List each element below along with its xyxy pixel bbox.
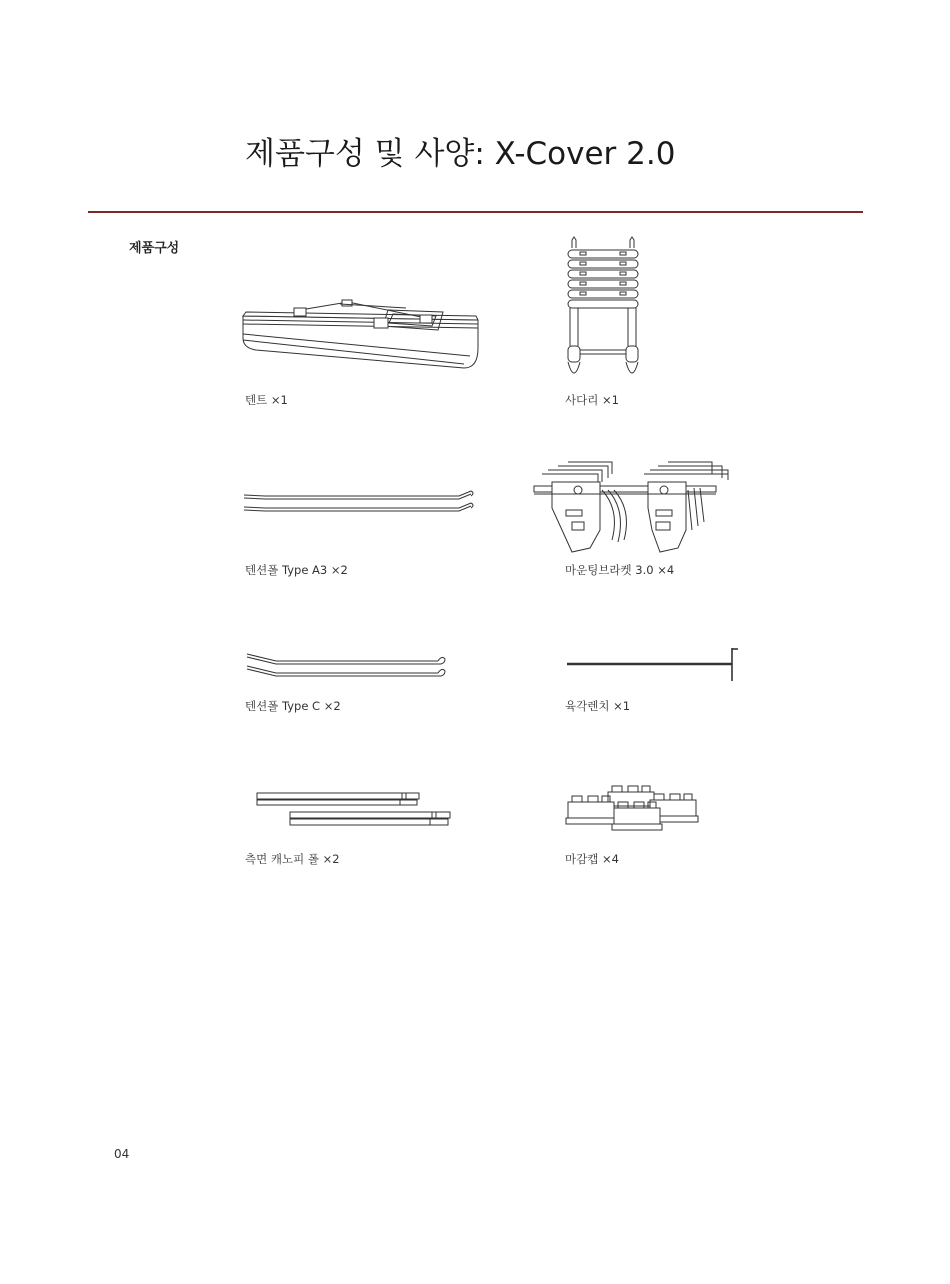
hex-wrench-icon xyxy=(566,646,742,684)
caption-tent: 텐트 ×1 xyxy=(245,393,288,407)
tension-pole-a3-icon xyxy=(243,490,475,514)
caption-tension-pole-c: 텐션폴 Type C ×2 xyxy=(245,699,341,713)
header-divider xyxy=(88,211,863,213)
caption-side-canopy-pole: 측면 캐노피 폴 ×2 xyxy=(245,852,340,866)
mounting-bracket-icon xyxy=(532,460,732,554)
side-canopy-pole-icon xyxy=(256,790,452,830)
section-label: 제품구성 xyxy=(129,241,180,256)
caption-end-cap: 마감캡 ×4 xyxy=(565,852,619,866)
caption-hex-wrench: 육각렌치 ×1 xyxy=(565,699,631,713)
ladder-icon xyxy=(562,236,644,384)
caption-ladder: 사다리 ×1 xyxy=(565,393,619,407)
end-cap-icon xyxy=(566,786,700,834)
caption-mounting-bracket: 마운팅브라켓 3.0 ×4 xyxy=(565,563,675,577)
page-number: 04 xyxy=(114,1147,130,1161)
tent-icon xyxy=(238,296,484,374)
caption-tension-pole-a3: 텐션폴 Type A3 ×2 xyxy=(245,563,348,577)
tension-pole-c-icon xyxy=(246,653,448,677)
page-title: 제품구성 및 사양: X-Cover 2.0 xyxy=(245,136,676,172)
